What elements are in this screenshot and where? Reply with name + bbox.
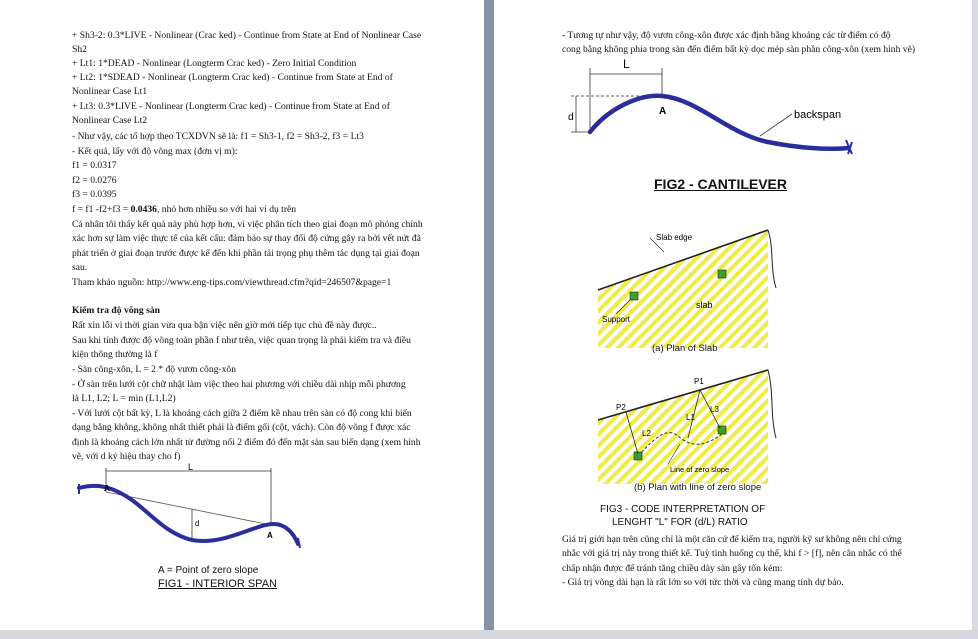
text-line: - Tương tự như vậy, độ vươn công-xôn được xác định bằng khoảng các từ điểm có độ xyxy=(562,30,891,41)
label-zero-slope: Line of zero slope xyxy=(670,465,730,474)
label-backspan: backspan xyxy=(794,109,842,121)
sum-prefix: f = f1 -f2+f3 = xyxy=(72,204,131,215)
label-A-left: A xyxy=(104,484,110,493)
sum-line xyxy=(72,204,296,216)
text-line: f2 = 0.0276 xyxy=(72,175,117,186)
support-square xyxy=(718,270,726,278)
label-slab: slab xyxy=(696,300,713,310)
fig3-caption-1: FIG3 - CODE INTERPRETATION OF xyxy=(600,504,766,515)
text-line: Sh2 xyxy=(72,44,87,55)
sum-value: 0.0436 xyxy=(130,204,157,215)
fig3a-caption: (a) Plan of Slab xyxy=(652,343,718,354)
text-line: - Giá trị võng dài hạn là rất lớn so với tức thời và cũng mang tính dự báo. xyxy=(562,577,844,588)
text-line: + Sh3-2: 0.3*LIVE - Nonlinear (Crac ked) - Continue from State at End of Nonlinear Case xyxy=(72,30,422,41)
label-d: d xyxy=(195,519,200,528)
text-line: + Lt3: 0.3*LIVE - Nonlinear (Longterm Crac ked) - Continue from State at End of xyxy=(72,101,390,112)
fig2-cantilever-diagram xyxy=(568,54,858,164)
text-line: - Ở sàn trên lưới cột chữ nhật làm việc theo hai phương với chiều dài nhịp mỗi phương xyxy=(72,379,406,390)
document-page-left xyxy=(0,0,484,639)
source-link[interactable]: Tham khảo nguồn: http://www.eng-tips.com/viewthread.cfm?qid=246507&page=1 xyxy=(72,277,392,288)
label-A: A xyxy=(659,106,667,117)
text-line: f1 = 0.0317 xyxy=(72,160,117,171)
deflection-curve xyxy=(590,96,848,149)
text-line: Cá nhân tôi thấy kết quả này phù hợp hơn, vì việc phân tích theo giai đoạn mô phỏng chính xyxy=(72,219,423,230)
text-line: xác hơn sự làm việc thực tế của kết cấu: đảm bảo sự thay đổi độ cứng gây ra bởi vết nứt đã xyxy=(72,233,421,244)
deflection-curve xyxy=(79,486,298,544)
text-line: Giá trị giới hạn trên cũng chỉ là một căn cứ để kiểm tra, người kỹ sư không nên chỉ cứng xyxy=(562,534,902,545)
support-square xyxy=(630,292,638,300)
vertical-scrollbar[interactable] xyxy=(972,0,978,639)
fig2-caption: FIG2 - CANTILEVER xyxy=(654,176,788,192)
label-P2: P2 xyxy=(616,403,626,412)
text-line: định là khoảng cách lớn nhất từ đường nối 2 điểm đó đến mặt sàn sau biến dạng (xem hình xyxy=(72,437,421,448)
text-line: là L1, L2; L = min (L1,L2) xyxy=(72,393,176,404)
horizontal-scrollbar[interactable] xyxy=(0,630,978,639)
text-line: phát triển ở giai đoạn trước được kể đến khi phần tải trọng phụ thêm tác dụng tại giai đoạn xyxy=(72,248,420,259)
fig1-interior-span-diagram xyxy=(74,462,314,552)
fig3-caption-2: LENGHT "L" FOR (d/L) RATIO xyxy=(612,517,748,528)
sum-suffix: , nhỏ hơn nhiều so với hai ví dụ trên xyxy=(156,204,297,215)
text-line: chấp nhận được để tránh tăng chiều dày sàn gây tốn kém: xyxy=(562,563,783,574)
text-line: nhắc với giá trị này trong thiết kế. Tuỳ tình huống cụ thể, khi f > [f], nên cân nhắc có thể xyxy=(562,548,902,559)
text-line: dạng bằng không, không nhất thiết phải là điểm gối (cột, vách). Còn độ võng f được xác xyxy=(72,422,411,433)
text-line: + Lt1: 1*DEAD - Nonlinear (Longterm Crac ked) - Zero Initial Condition xyxy=(72,58,357,69)
text-line: cong bằng không phía trong sàn đến điểm bất kỳ dọc mép sàn phần công-xôn (xem hình vẽ) xyxy=(562,44,916,55)
label-slab-edge: Slab edge xyxy=(656,233,693,242)
label-P1: P1 xyxy=(694,377,704,386)
label-support: Support xyxy=(602,315,631,324)
label-L3: L3 xyxy=(710,405,719,414)
document-page-right xyxy=(494,0,972,639)
text-line: Nonlinear Case Lt1 xyxy=(72,86,148,97)
label-L2: L2 xyxy=(642,429,651,438)
text-line: - Với lưới cột bất kỳ, L là khoảng cách giữa 2 điểm kề nhau trên sàn có độ cong khi biến xyxy=(72,408,412,419)
text-line: vẽ, với d ký hiệu thay cho f) xyxy=(72,451,181,462)
label-L1: L1 xyxy=(686,413,695,422)
section-heading: Kiểm tra độ võng sàn xyxy=(72,305,160,316)
label-L: L xyxy=(188,462,194,472)
fig1-caption-2: FIG1 - INTERIOR SPAN xyxy=(158,578,277,590)
label-d: d xyxy=(568,112,574,123)
text-line: - Như vậy, các tổ hợp theo TCXDVN sẽ là: f1 = Sh3-1, f2 = Sh3-2, f3 = Lt3 xyxy=(72,131,364,142)
backspan-leader xyxy=(760,114,792,136)
fig3b-zero-slope-diagram xyxy=(598,364,798,484)
fig3a-plan-of-slab-diagram xyxy=(598,218,798,348)
text-line: + Lt2: 1*SDEAD - Nonlinear (Longterm Crac ked) - Continue from State at End of xyxy=(72,72,393,83)
text-line: kiện thông thường là f xyxy=(72,349,158,360)
text-line: Nonlinear Case Lt2 xyxy=(72,115,148,126)
label-A-right: A xyxy=(267,531,273,540)
text-line: f3 = 0.0395 xyxy=(72,189,117,200)
text-line: sau. xyxy=(72,262,88,273)
text-line: Rất xin lỗi vì thời gian vừa qua bận việc nên giờ mới tiếp tục chủ đề này được.. xyxy=(72,320,377,331)
fig1-caption-1: A = Point of zero slope xyxy=(158,565,259,576)
text-line: - Sàn công-xôn, L = 2 * độ vươn công-xôn xyxy=(72,364,237,375)
label-L: L xyxy=(623,57,630,71)
text-line: Sau khi tính được độ võng toàn phần f như trên, việc quan trọng là phải kiểm tra và điều xyxy=(72,335,411,346)
fig3b-caption: (b) Plan with line of zero slope xyxy=(634,482,762,493)
text-line: - Kết quả, lấy với độ võng max (đơn vị m): xyxy=(72,146,238,157)
page-gap xyxy=(484,0,494,639)
